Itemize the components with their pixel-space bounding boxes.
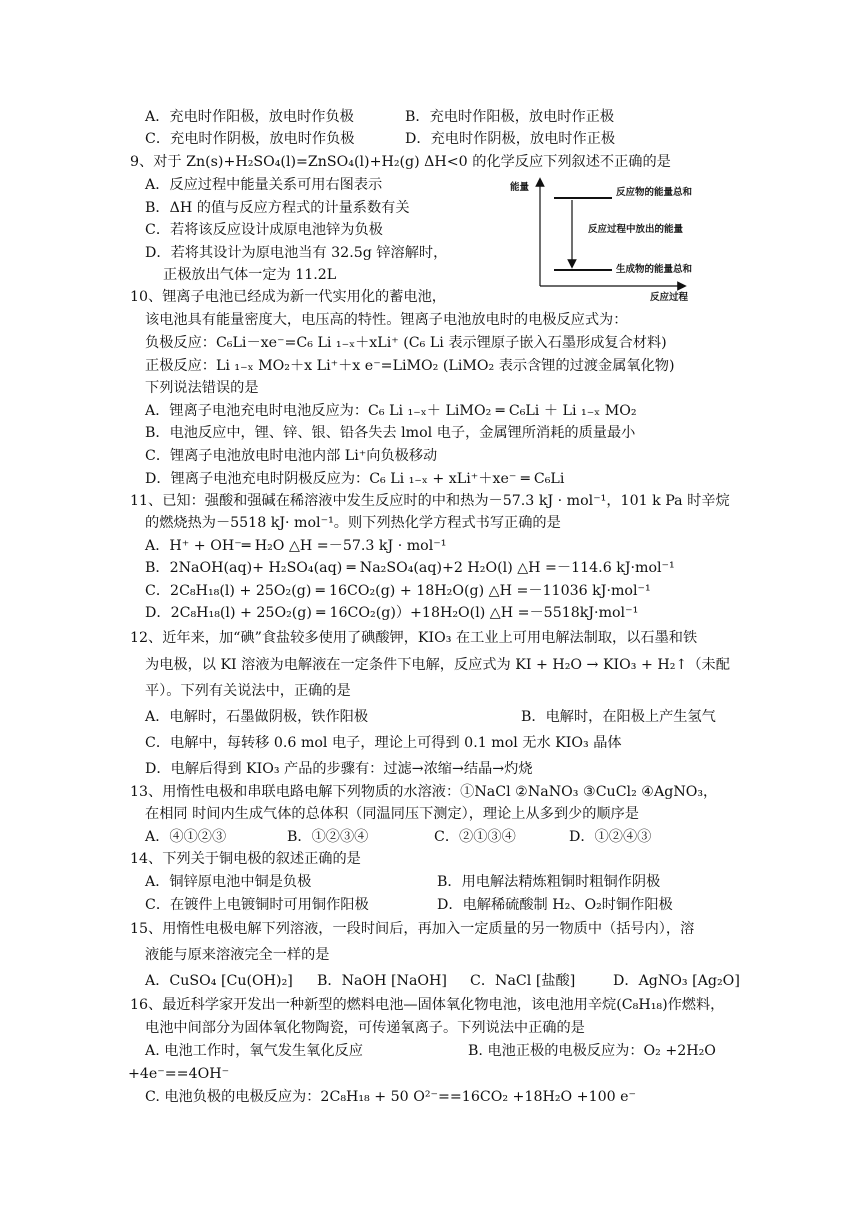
q9-option-c: C．若将该反应设计成原电池锌为负极	[145, 222, 383, 238]
q16-option-a: A. 电池工作时，氧气发生氧化反应	[145, 1043, 363, 1059]
q10-positive-reaction: 正极反应：Li ₁₋ₓ MO₂＋x Li⁺＋x e⁻=LiMO₂ (LiMO₂ 表示含锂的过渡金属氧化物)	[145, 358, 675, 374]
q10-option-b: B．电池反应中，锂、锌、银、铅各失去 lmol 电子，金属锂所消耗的质量最小	[145, 425, 636, 441]
q14-option-a: A．铜锌原电池中铜是负极	[145, 874, 312, 890]
reactant-label: 反应物的能量总和	[616, 187, 693, 198]
q16-option-b-line2: +4e⁻==4OH⁻	[128, 1066, 230, 1082]
q9-option-d-line2: 正极放出气体一定为 11.2L	[163, 267, 337, 283]
q12-option-b: B．电解时，在阳极上产生氢气	[521, 709, 716, 725]
q16-stem-line2: 电池中间部分为固体氧化物陶瓷，可传递氧离子。下列说法中正确的是	[145, 1020, 585, 1036]
q13-option-d: D．①②④③	[569, 829, 652, 845]
q10-negative-reaction: 负极反应：C₆Li－xe⁻=C₆ Li ₁₋ₓ＋xLi⁺ (C₆ Li 表示锂原子嵌入石墨形成复合材料)	[145, 335, 667, 351]
q10-option-a: A．锂离子电池充电时电池反应为：C₆ Li ₁₋ₓ＋ LiMO₂ ═ C₆Li ＋ Li ₁₋ₓ MO₂	[145, 403, 637, 419]
q15-option-a: A．CuSO₄ [Cu(OH)₂]	[145, 973, 293, 989]
q15-stem-line2: 液能与原来溶液完全一样的是	[145, 947, 330, 963]
energy-diagram	[510, 176, 710, 306]
q9-stem: 9、对于 Zn(s)+H₂SO₄(l)=ZnSO₄(l)+H₂(g) ΔH<0 的化学反应下列叙述不正确的是	[130, 154, 671, 170]
q13-option-a: A．④①②③	[145, 829, 227, 845]
q11-option-c: C．2C₈H₁₈(l) + 25O₂(g) ═ 16CO₂(g) + 18H₂O(g) △H =－11036 kJ·mol⁻¹	[145, 583, 651, 599]
product-label: 生成物的能量总和	[616, 264, 693, 275]
q11-option-b: B．2NaOH(aq)+ H₂SO₄(aq) ═ Na₂SO₄(aq)+2 H₂O(l) △H =－114.6 kJ·mol⁻¹	[145, 560, 675, 576]
q12-stem-line2: 为电极，以 KI 溶液为电解液在一定条件下电解，反应式为 KI + H₂O → KIO₃ + H₂↑（未配	[145, 657, 730, 673]
q16-option-c: C. 电池负极的电极反应为：2C₈H₁₈ + 50 O²⁻==16CO₂ +18H₂O +100 e⁻	[145, 1089, 637, 1105]
q15-option-b: B．NaOH [NaOH]	[317, 973, 447, 989]
q15-stem-line1: 15、用惰性电极电解下列溶液，一段时间后，再加入一定质量的另一物质中（括号内），溶	[130, 921, 695, 937]
q13-stem-line1: 13、用惰性电极和串联电路电解下列物质的水溶液：①NaCl ②NaNO₃ ③CuCl₂ ④AgNO₃，	[130, 784, 718, 800]
q11-stem-line1: 11、已知：强酸和强碱在稀溶液中发生反应时的中和热为－57.3 kJ · mol⁻¹，101 k Pa 时辛烷	[130, 493, 730, 509]
q16-stem-line1: 16、最近科学家开发出一种新型的燃料电池—固体氧化物电池，该电池用辛烷(C₈H₁₈)作燃料，	[130, 997, 725, 1013]
q11-stem-line2: 的燃烧热为－5518 kJ· mol⁻¹。则下列热化学方程式书写正确的是	[145, 515, 561, 531]
q14-option-d: D．电解稀硫酸制 H₂、O₂时铜作阳极	[437, 897, 673, 913]
q9-option-d-line1: D．若将其设计为原电池当有 32.5g 锌溶解时，	[145, 245, 448, 261]
q15-option-c: C．NaCl [盐酸]	[470, 973, 576, 989]
q14-stem: 14、下列关于铜电极的叙述正确的是	[130, 851, 361, 867]
q14-option-b: B．用电解法精炼粗铜时粗铜作阴极	[437, 874, 661, 890]
q12-stem-line1: 12、近年来，加“碘”食盐较多使用了碘酸钾，KIO₃ 在工业上可用电解法制取，以石墨和铁	[130, 630, 698, 646]
q14-option-c: C．在镀件上电镀铜时可用铜作阳极	[145, 897, 369, 913]
q10-stem-line1: 10、锂离子电池已经成为新一代实用化的蓄电池，	[130, 289, 446, 305]
q13-option-b: B．①②③④	[287, 829, 369, 845]
q13-stem-line2: 在相同 时间内生成气体的总体积（同温同压下测定），理论上从多到少的顺序是	[145, 806, 639, 822]
x-axis-label: 反应过程	[650, 292, 689, 303]
q9-option-a: A．反应过程中能量关系可用右图表示	[145, 177, 383, 193]
q13-option-c: C．②①③④	[434, 829, 516, 845]
q11-option-d: D．2C₈H₁₈(l) + 25O₂(g) ═ 16CO₂(g)）+18H₂O(l) △H =－5518kJ·mol⁻¹	[145, 605, 639, 621]
y-axis-label: 能量	[510, 182, 530, 193]
q8-option-b: B．充电时作阳极，放电时作正极	[405, 109, 615, 125]
q8-option-c: C．充电时作阴极，放电时作负极	[145, 131, 355, 147]
q12-option-d: D．电解后得到 KIO₃ 产品的步骤有：过滤→浓缩→结晶→灼烧	[145, 761, 533, 777]
q15-option-d: D．AgNO₃ [Ag₂O]	[613, 973, 740, 989]
q10-option-d: D．锂离子电池充电时阴极反应为：C₆ Li ₁₋ₓ + xLi⁺＋xe⁻ ═ C₆Li	[145, 471, 565, 487]
q12-option-a: A．电解时，石墨做阴极，铁作阳极	[145, 709, 369, 725]
q9-option-b: B．ΔH 的值与反应方程式的计量系数有关	[145, 200, 410, 216]
q10-stem-line2: 该电池具有能量密度大，电压高的特性。锂离子电池放电时的电极反应式为：	[145, 312, 628, 328]
q16-option-b-line1: B. 电池正极的电极反应为：O₂ +2H₂O	[468, 1043, 716, 1059]
q8-option-a: A．充电时作阳极，放电时作负极	[145, 109, 354, 125]
q8-option-d: D．充电时作阴极，放电时作正极	[405, 131, 616, 147]
release-label: 反应过程中放出的能量	[588, 224, 684, 235]
q10-ask: 下列说法错误的是	[145, 380, 259, 396]
q10-option-c: C．锂离子电池放电时电池内部 Li⁺向负极移动	[145, 448, 438, 464]
q12-stem-line3: 平）。下列有关说法中，正确的是	[145, 683, 351, 699]
q11-option-a: A．H⁺ + OH⁻═ H₂O △H =－57.3 kJ · mol⁻¹	[145, 538, 447, 554]
q12-option-c: C．电解中，每转移 0.6 mol 电子，理论上可得到 0.1 mol 无水 KIO₃ 晶体	[145, 735, 622, 751]
